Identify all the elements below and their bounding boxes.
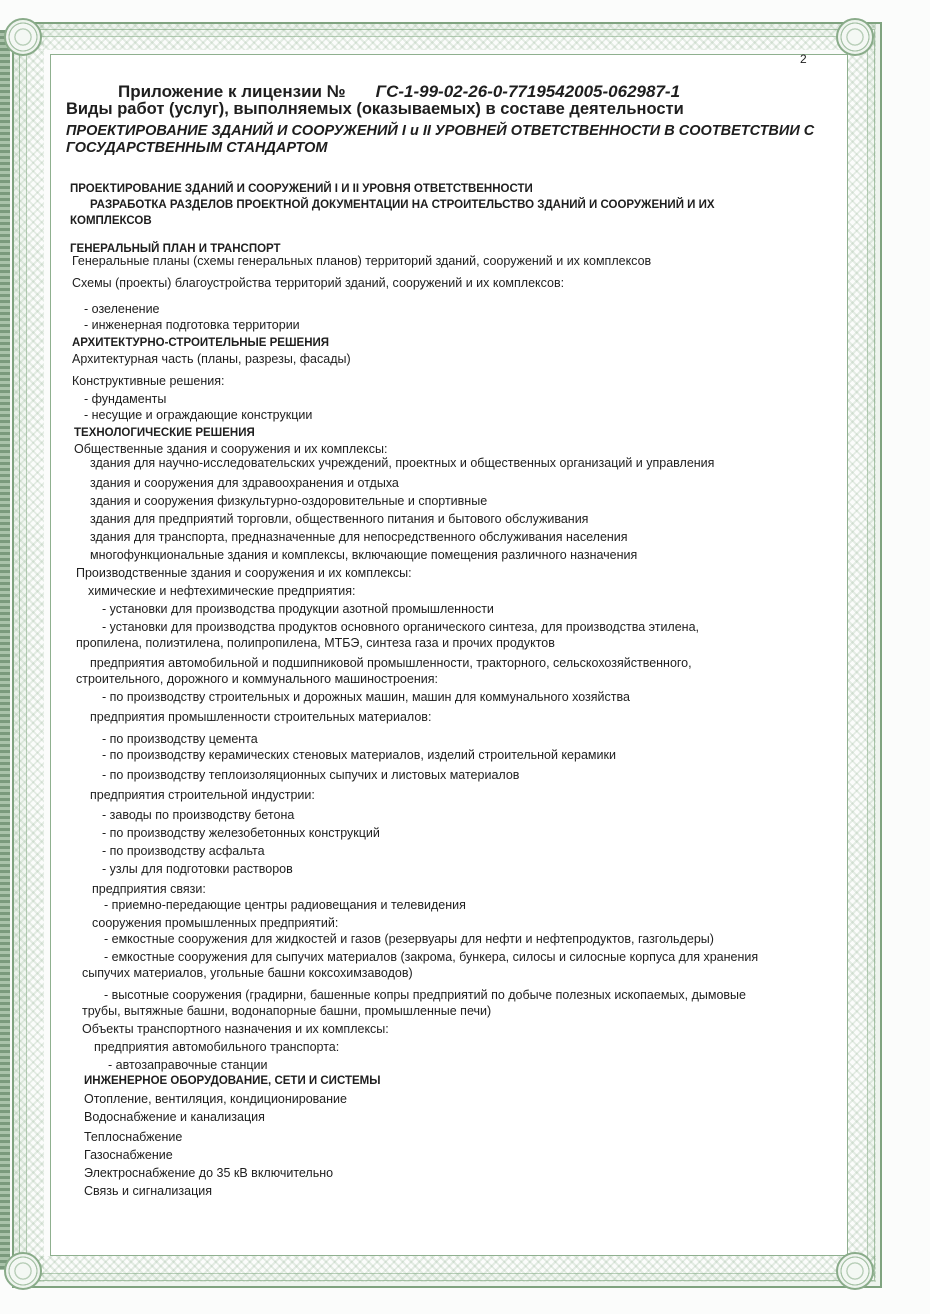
list-item: Производственные здания и сооружения и их комплексы: xyxy=(76,566,412,580)
list-item: Общественные здания и сооружения и их комплексы: xyxy=(74,442,388,456)
list-item: многофункциональные здания и комплексы, включающие помещения различного назначения xyxy=(90,548,638,562)
list-item: - озеленение xyxy=(84,302,160,316)
list-item: предприятия связи: xyxy=(92,882,206,896)
list-item: здания для предприятий торговли, общественного питания и бытового обслуживания xyxy=(90,512,589,526)
list-item: - узлы для подготовки растворов xyxy=(102,862,293,876)
list-item: - высотные сооружения (градирни, башенные копры предприятий по добыче полезных ископаемых, дымовые xyxy=(104,988,746,1002)
list-item: Газоснабжение xyxy=(84,1148,173,1162)
list-item: Водоснабжение и канализация xyxy=(84,1110,265,1124)
list-item: здания для транспорта, предназначенные для непосредственного обслуживания населения xyxy=(90,530,628,544)
list-item: Связь и сигнализация xyxy=(84,1184,212,1198)
appendix-title: Приложение к лицензии № xyxy=(118,82,346,101)
list-item: предприятия автомобильного транспорта: xyxy=(94,1040,340,1054)
list-item: - по производству цемента xyxy=(102,732,258,746)
list-item: Конструктивные решения: xyxy=(72,374,225,388)
page-number: 2 xyxy=(800,52,807,66)
list-item: сооружения промышленных предприятий: xyxy=(92,916,339,930)
list-item: - автозаправочные станции xyxy=(108,1058,268,1072)
section-heading: ПРОЕКТИРОВАНИЕ ЗДАНИЙ И СООРУЖЕНИЙ I И II УРОВНЯ ОТВЕТСТВЕННОСТИ xyxy=(70,183,533,195)
list-item: - несущие и ограждающие конструкции xyxy=(84,408,313,422)
list-item: предприятия промышленности строительных материалов: xyxy=(90,710,432,724)
list-item: предприятия автомобильной и подшипниковой промышленности, тракторного, сельскохозяйственного, xyxy=(90,656,692,670)
list-item: пропилена, полиэтилена, полипропилена, МТБЭ, синтеза газа и прочих продуктов xyxy=(76,636,555,650)
list-item: строительного, дорожного и коммунального машиностроения: xyxy=(76,672,438,686)
list-item: - по производству асфальта xyxy=(102,844,265,858)
list-item: - установки для производства продуктов основного органического синтеза, для производства этилена, xyxy=(102,620,700,634)
license-number: ГС-1-99-02-26-0-7719542005-062987-1 xyxy=(375,82,681,101)
list-item: - заводы по производству бетона xyxy=(102,808,295,822)
list-item: здания и сооружения для здравоохранения и отдыха xyxy=(90,476,399,490)
section-heading: ИНЖЕНЕРНОЕ ОБОРУДОВАНИЕ, СЕТИ И СИСТЕМЫ xyxy=(84,1075,381,1087)
section-heading: РАЗРАБОТКА РАЗДЕЛОВ ПРОЕКТНОЙ ДОКУМЕНТАЦИИ НА СТРОИТЕЛЬСТВО ЗДАНИЙ И СООРУЖЕНИЙ И ИХ xyxy=(90,199,715,211)
activity-subtitle: Виды работ (услуг), выполняемых (оказываемых) в составе деятельности xyxy=(66,100,684,118)
list-item: предприятия строительной индустрии: xyxy=(90,788,315,802)
list-item: трубы, вытяжные башни, водонапорные башни, промышленные печи) xyxy=(82,1004,492,1018)
list-item: Электроснабжение до 35 кВ включительно xyxy=(84,1166,334,1180)
list-item: Отопление, вентиляция, кондиционирование xyxy=(84,1092,347,1106)
list-item: - установки для производства продукции азотной промышленности xyxy=(102,602,494,616)
list-item: здания для научно-исследовательских учреждений, проектных и общественных организаций и управления xyxy=(90,456,715,470)
section-heading: КОМПЛЕКСОВ xyxy=(70,215,152,227)
list-item: - емкостные сооружения для сыпучих материалов (закрома, бункера, силосы и силосные корпуса для хранения xyxy=(104,950,759,964)
section-heading: ТЕХНОЛОГИЧЕСКИЕ РЕШЕНИЯ xyxy=(74,427,255,439)
list-item: - инженерная подготовка территории xyxy=(84,318,300,332)
list-item: - по производству строительных и дорожных машин, машин для коммунального хозяйства xyxy=(102,690,630,704)
list-item: Архитектурная часть (планы, разрезы, фасады) xyxy=(72,352,351,366)
list-item: - фундаменты xyxy=(84,392,167,406)
list-item: Объекты транспортного назначения и их комплексы: xyxy=(82,1022,389,1036)
section-heading: ГЕНЕРАЛЬНЫЙ ПЛАН И ТРАНСПОРТ xyxy=(70,243,281,255)
list-item: Генеральные планы (схемы генеральных планов) территорий зданий, сооружений и их комплексов xyxy=(72,254,652,268)
list-item: - приемно-передающие центры радиовещания и телевидения xyxy=(104,898,466,912)
list-item: химические и нефтехимические предприятия: xyxy=(88,584,356,598)
activity-scope: ПРОЕКТИРОВАНИЕ ЗДАНИЙ И СООРУЖЕНИЙ I и II УРОВНЕЙ ОТВЕТСТВЕННОСТИ В СООТВЕТСТВИИ С ГОСУДАРСТВЕННЫМ СТАНДАРТОМ xyxy=(66,123,815,156)
list-item: здания и сооружения физкультурно-оздоровительные и спортивные xyxy=(90,494,488,508)
list-item: сыпучих материалов, угольные башни коксохимзаводов) xyxy=(82,966,413,980)
section-heading: АРХИТЕКТУРНО-СТРОИТЕЛЬНЫЕ РЕШЕНИЯ xyxy=(72,337,330,349)
list-item: Теплоснабжение xyxy=(84,1130,183,1144)
list-item: - емкостные сооружения для жидкостей и газов (резервуары для нефти и нефтепродуктов, газгольдеры) xyxy=(104,932,714,946)
list-item: Схемы (проекты) благоустройства территорий зданий, сооружений и их комплексов: xyxy=(72,276,565,290)
list-item: - по производству теплоизоляционных сыпучих и листовых материалов xyxy=(102,768,520,782)
list-item: - по производству керамических стеновых материалов, изделий строительной керамики xyxy=(102,748,616,762)
list-item: - по производству железобетонных конструкций xyxy=(102,826,380,840)
